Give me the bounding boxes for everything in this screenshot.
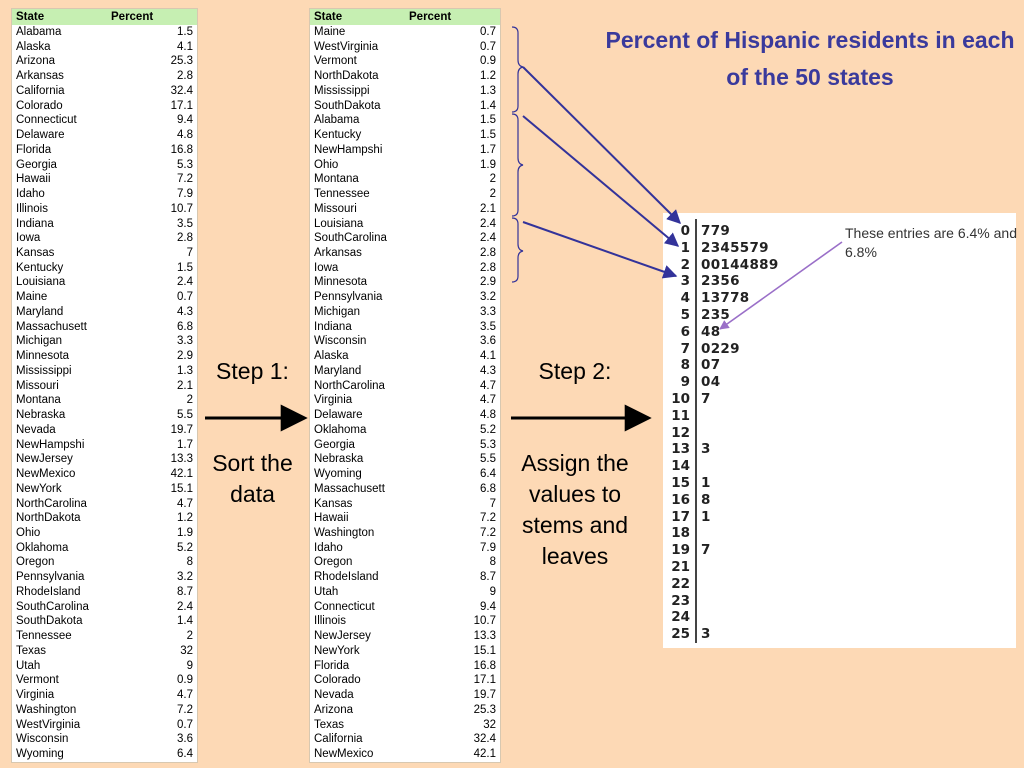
percent-cell: 2.8 bbox=[480, 261, 496, 274]
state-cell: Nebraska bbox=[314, 453, 364, 466]
state-cell: Louisiana bbox=[16, 276, 66, 289]
percent-cell: 1.9 bbox=[480, 158, 496, 171]
stem-value: 18 bbox=[671, 525, 690, 542]
state-cell: NewHampshi bbox=[314, 143, 383, 156]
percent-cell: 32.4 bbox=[473, 733, 496, 746]
percent-cell: 7.2 bbox=[177, 703, 193, 716]
step2-description: Assign the values to stems and leaves bbox=[521, 450, 629, 569]
state-cell: Vermont bbox=[16, 674, 59, 687]
state-cell: Virginia bbox=[314, 394, 353, 407]
percent-cell: 7.2 bbox=[480, 526, 496, 539]
state-cell: Indiana bbox=[16, 217, 54, 230]
state-cell: California bbox=[314, 733, 363, 746]
state-cell: Alabama bbox=[16, 26, 62, 38]
percent-cell: 4.7 bbox=[177, 497, 193, 510]
state-cell: Wyoming bbox=[16, 747, 64, 760]
percent-cell: 1.9 bbox=[177, 526, 193, 539]
percent-cell: 17.1 bbox=[473, 674, 496, 687]
arrow-to-stem-2 bbox=[523, 222, 676, 276]
stem-value: 3 bbox=[680, 273, 690, 290]
percent-cell: 0.7 bbox=[480, 40, 496, 53]
state-cell: Mississippi bbox=[314, 84, 370, 97]
state-cell: RhodeIsland bbox=[314, 571, 379, 584]
percent-cell: 9.4 bbox=[480, 600, 496, 613]
state-cell: Oklahoma bbox=[314, 423, 367, 436]
leaf-values: 3 bbox=[701, 626, 711, 643]
percent-cell: 4.3 bbox=[480, 364, 496, 377]
percent-cell: 2 bbox=[489, 188, 496, 201]
brace-stem-1 bbox=[512, 114, 523, 216]
state-cell: NewMexico bbox=[314, 747, 374, 760]
state-cell: Nevada bbox=[16, 423, 56, 436]
state-cell: Washington bbox=[16, 703, 77, 716]
percent-cell: 3.5 bbox=[177, 217, 193, 230]
percent-cell: 15.1 bbox=[170, 482, 193, 495]
state-cell: NewHampshi bbox=[16, 438, 85, 451]
state-cell: Illinois bbox=[16, 202, 48, 215]
percent-cell: 2.8 bbox=[177, 70, 193, 83]
percent-cell: 3.6 bbox=[480, 335, 496, 348]
percent-cell: 0.9 bbox=[177, 674, 193, 687]
state-cell: Indiana bbox=[314, 320, 352, 333]
percent-cell: 32.4 bbox=[170, 84, 193, 97]
state-cell: WestVirginia bbox=[16, 718, 81, 731]
state-cell: Oregon bbox=[314, 556, 353, 569]
percent-cell: 1.2 bbox=[177, 512, 193, 525]
leaf-values: 7 bbox=[701, 391, 711, 407]
state-cell: Oklahoma bbox=[16, 541, 69, 554]
state-cell: Minnesota bbox=[16, 350, 70, 363]
leaf-values: 04 bbox=[701, 374, 721, 391]
percent-cell: 5.5 bbox=[177, 409, 193, 422]
stem-value: 22 bbox=[671, 575, 690, 592]
percent-cell: 2.8 bbox=[177, 232, 193, 245]
percent-cell: 7 bbox=[489, 497, 496, 510]
state-cell: NewMexico bbox=[16, 468, 76, 481]
state-cell: Vermont bbox=[314, 55, 357, 68]
leaf-values: 779 bbox=[701, 223, 731, 239]
percent-cell: 4.8 bbox=[480, 409, 496, 422]
state-cell: Montana bbox=[16, 394, 61, 407]
percent-cell: 1.5 bbox=[480, 129, 496, 142]
percent-cell: 32 bbox=[483, 718, 496, 731]
percent-cell: 10.7 bbox=[170, 202, 193, 215]
percent-cell: 3.2 bbox=[177, 571, 193, 584]
stem-value: 7 bbox=[680, 340, 690, 357]
leaf-values: 2345579 bbox=[701, 239, 769, 256]
percent-cell: 1.3 bbox=[177, 364, 193, 377]
percent-cell: 7.2 bbox=[480, 512, 496, 525]
percent-cell: 1.3 bbox=[480, 84, 496, 97]
leaf-values: 2356 bbox=[701, 273, 740, 290]
leaf-values: 7 bbox=[701, 542, 711, 559]
header-percent: Percent bbox=[409, 10, 452, 23]
percent-cell: 8 bbox=[489, 556, 496, 569]
percent-cell: 5.3 bbox=[177, 158, 193, 171]
percent-cell: 6.8 bbox=[177, 320, 193, 333]
stem-value: 2 bbox=[680, 256, 690, 273]
leaf-values: 3 bbox=[701, 441, 711, 458]
percent-cell: 7.9 bbox=[480, 541, 496, 554]
percent-cell: 8 bbox=[186, 556, 193, 569]
percent-cell: 4.1 bbox=[480, 350, 496, 363]
state-cell: Massachusett bbox=[16, 320, 87, 333]
percent-cell: 2 bbox=[186, 630, 193, 643]
state-cell: Michigan bbox=[314, 305, 361, 318]
state-cell: Maine bbox=[16, 291, 48, 304]
state-cell: Nebraska bbox=[16, 409, 66, 422]
step2-label: Step 2: bbox=[538, 358, 612, 384]
state-cell: SouthCarolina bbox=[314, 232, 387, 245]
state-cell: Hawaii bbox=[314, 512, 349, 525]
state-cell: SouthDakota bbox=[314, 99, 381, 112]
leaf-values: 13778 bbox=[701, 290, 750, 307]
percent-cell: 6.4 bbox=[177, 747, 193, 760]
leaf-values: 235 bbox=[701, 307, 731, 323]
state-cell: Illinois bbox=[314, 615, 346, 628]
state-cell: Texas bbox=[314, 718, 345, 731]
percent-cell: 25.3 bbox=[473, 703, 496, 716]
stem-value: 12 bbox=[671, 424, 690, 441]
percent-cell: 5.2 bbox=[177, 541, 193, 554]
state-cell: RhodeIsland bbox=[16, 585, 81, 598]
percent-cell: 1.5 bbox=[177, 261, 193, 274]
stem-value: 21 bbox=[671, 559, 690, 575]
state-cell: Kentucky bbox=[16, 261, 64, 274]
stem-value: 15 bbox=[671, 475, 690, 491]
percent-cell: 15.1 bbox=[473, 644, 496, 657]
percent-cell: 3.5 bbox=[480, 320, 496, 333]
percent-cell: 8.7 bbox=[480, 571, 496, 584]
percent-cell: 2 bbox=[489, 173, 496, 186]
state-cell: Colorado bbox=[314, 674, 361, 687]
state-cell: Arkansas bbox=[314, 247, 362, 260]
state-cell: Oregon bbox=[16, 556, 55, 569]
state-cell: Ohio bbox=[314, 158, 339, 171]
state-cell: Iowa bbox=[314, 261, 339, 274]
percent-cell: 3.3 bbox=[177, 335, 193, 348]
state-cell: Connecticut bbox=[314, 600, 375, 613]
percent-cell: 7.2 bbox=[177, 173, 193, 186]
state-cell: Kansas bbox=[314, 497, 353, 510]
percent-cell: 13.3 bbox=[170, 453, 193, 466]
percent-cell: 2.1 bbox=[177, 379, 193, 392]
state-cell: Maine bbox=[314, 26, 346, 38]
header-state: State bbox=[16, 10, 45, 23]
percent-cell: 4.7 bbox=[177, 689, 193, 702]
state-cell: NewYork bbox=[314, 644, 360, 657]
stem-value: 5 bbox=[680, 307, 690, 323]
percent-cell: 32 bbox=[180, 644, 193, 657]
percent-cell: 2.8 bbox=[480, 247, 496, 260]
percent-cell: 1.4 bbox=[177, 615, 193, 628]
state-cell: Wyoming bbox=[314, 468, 362, 481]
state-cell: Mississippi bbox=[16, 364, 72, 377]
state-cell: Alaska bbox=[314, 350, 349, 363]
stem-value: 25 bbox=[671, 626, 690, 643]
percent-cell: 4.7 bbox=[480, 394, 496, 407]
percent-cell: 2.1 bbox=[480, 202, 496, 215]
percent-cell: 2.4 bbox=[177, 276, 193, 289]
percent-cell: 1.4 bbox=[480, 99, 496, 112]
percent-cell: 42.1 bbox=[473, 747, 496, 760]
state-cell: Ohio bbox=[16, 526, 41, 539]
header-state: State bbox=[314, 10, 343, 23]
arrow-to-stem-0 bbox=[523, 67, 680, 223]
percent-cell: 5.5 bbox=[480, 453, 496, 466]
state-cell: Utah bbox=[314, 585, 339, 598]
state-cell: Arkansas bbox=[16, 70, 64, 83]
state-cell: NorthDakota bbox=[314, 70, 379, 83]
stem-value: 19 bbox=[671, 542, 690, 559]
state-cell: NewJersey bbox=[16, 453, 73, 466]
state-cell: Nevada bbox=[314, 689, 354, 702]
state-cell: Utah bbox=[16, 659, 41, 672]
percent-cell: 4.7 bbox=[480, 379, 496, 392]
percent-cell: 8.7 bbox=[177, 585, 193, 598]
stem-value: 16 bbox=[671, 491, 690, 508]
state-cell: Alabama bbox=[314, 114, 360, 127]
state-cell: NewYork bbox=[16, 482, 62, 495]
state-cell: Tennessee bbox=[314, 188, 370, 201]
note-arrow bbox=[720, 242, 842, 329]
percent-cell: 7 bbox=[186, 247, 193, 260]
stem-value: 4 bbox=[680, 290, 690, 307]
state-cell: Wisconsin bbox=[314, 335, 367, 348]
stem-value: 23 bbox=[671, 592, 690, 609]
stem-value: 8 bbox=[680, 357, 690, 374]
state-cell: NorthCarolina bbox=[314, 379, 385, 392]
percent-cell: 6.4 bbox=[480, 468, 496, 481]
leaf-values: 48 bbox=[701, 323, 721, 340]
state-cell: Missouri bbox=[314, 202, 357, 215]
leaf-values: 0229 bbox=[701, 340, 740, 357]
state-cell: Arizona bbox=[16, 55, 55, 68]
percent-cell: 2.4 bbox=[177, 600, 193, 613]
state-cell: NewJersey bbox=[314, 630, 371, 643]
percent-cell: 1.2 bbox=[480, 70, 496, 83]
state-cell: Kentucky bbox=[314, 129, 362, 142]
state-cell: WestVirginia bbox=[314, 40, 379, 53]
percent-cell: 9 bbox=[489, 585, 496, 598]
percent-cell: 0.7 bbox=[177, 718, 193, 731]
stem-value: 6 bbox=[680, 323, 690, 340]
percent-cell: 19.7 bbox=[170, 423, 193, 436]
state-cell: Georgia bbox=[16, 158, 57, 171]
annotation-note: These entries are 6.4% and 6.8% bbox=[845, 225, 1017, 260]
state-cell: NorthDakota bbox=[16, 512, 81, 525]
percent-cell: 0.7 bbox=[480, 26, 496, 38]
stem-value: 1 bbox=[680, 239, 690, 256]
state-cell: Florida bbox=[314, 659, 350, 672]
state-cell: Idaho bbox=[314, 541, 343, 554]
state-cell: Florida bbox=[16, 143, 52, 156]
stem-value: 0 bbox=[680, 223, 690, 239]
percent-cell: 7.9 bbox=[177, 188, 193, 201]
stem-value: 24 bbox=[671, 609, 690, 626]
percent-cell: 17.1 bbox=[170, 99, 193, 112]
leaf-values: 8 bbox=[701, 491, 711, 508]
leaf-values: 00144889 bbox=[701, 256, 779, 273]
state-cell: Colorado bbox=[16, 99, 63, 112]
state-cell: Missouri bbox=[16, 379, 59, 392]
state-cell: Idaho bbox=[16, 188, 45, 201]
percent-cell: 13.3 bbox=[473, 630, 496, 643]
arrow-to-stem-1 bbox=[523, 116, 678, 246]
percent-cell: 10.7 bbox=[473, 615, 496, 628]
percent-cell: 25.3 bbox=[170, 55, 193, 68]
percent-cell: 3.3 bbox=[480, 305, 496, 318]
leaf-values: 1 bbox=[701, 508, 711, 525]
state-cell: Texas bbox=[16, 644, 47, 657]
stem-value: 14 bbox=[671, 458, 690, 475]
state-cell: Iowa bbox=[16, 232, 41, 245]
state-cell: Connecticut bbox=[16, 114, 77, 127]
stem-value: 13 bbox=[671, 441, 690, 458]
header-percent: Percent bbox=[111, 10, 154, 23]
state-cell: Kansas bbox=[16, 247, 55, 260]
percent-cell: 2.9 bbox=[480, 276, 496, 289]
state-cell: Pennsylvania bbox=[314, 291, 383, 304]
percent-cell: 1.5 bbox=[480, 114, 496, 127]
state-cell: Delaware bbox=[314, 409, 363, 422]
percent-cell: 2 bbox=[186, 394, 193, 407]
state-cell: Washington bbox=[314, 526, 375, 539]
stem-value: 9 bbox=[680, 374, 690, 391]
percent-cell: 0.9 bbox=[480, 55, 496, 68]
percent-cell: 16.8 bbox=[473, 659, 496, 672]
percent-cell: 1.7 bbox=[177, 438, 193, 451]
state-cell: NorthCarolina bbox=[16, 497, 87, 510]
stem-value: 17 bbox=[671, 508, 690, 525]
percent-cell: 1.5 bbox=[177, 26, 193, 38]
percent-cell: 2.9 bbox=[177, 350, 193, 363]
state-cell: Hawaii bbox=[16, 173, 51, 186]
percent-cell: 9.4 bbox=[177, 114, 193, 127]
state-cell: Georgia bbox=[314, 438, 355, 451]
percent-cell: 5.2 bbox=[480, 423, 496, 436]
percent-cell: 9 bbox=[186, 659, 193, 672]
state-cell: Maryland bbox=[16, 305, 64, 318]
state-cell: Delaware bbox=[16, 129, 65, 142]
state-cell: Arizona bbox=[314, 703, 353, 716]
leaf-values: 07 bbox=[701, 357, 721, 374]
percent-cell: 19.7 bbox=[473, 689, 496, 702]
percent-cell: 3.2 bbox=[480, 291, 496, 304]
state-cell: Tennessee bbox=[16, 630, 72, 643]
page-title: Percent of Hispanic residents in each of the 50 states bbox=[605, 27, 1015, 90]
state-cell: Pennsylvania bbox=[16, 571, 85, 584]
percent-cell: 2.4 bbox=[480, 217, 496, 230]
state-cell: Michigan bbox=[16, 335, 63, 348]
step1-description: Sort the data bbox=[212, 450, 293, 507]
percent-cell: 4.8 bbox=[177, 129, 193, 142]
state-cell: Maryland bbox=[314, 364, 362, 377]
brace-stem-2 bbox=[512, 218, 523, 282]
stem-value: 10 bbox=[671, 391, 690, 407]
state-cell: California bbox=[16, 84, 65, 97]
brace-stem-0 bbox=[512, 27, 523, 112]
stem-value: 11 bbox=[671, 407, 690, 424]
state-cell: Montana bbox=[314, 173, 359, 186]
percent-cell: 6.8 bbox=[480, 482, 496, 495]
state-cell: SouthCarolina bbox=[16, 600, 89, 613]
state-cell: Wisconsin bbox=[16, 733, 69, 746]
leaf-values: 1 bbox=[701, 475, 711, 491]
percent-cell: 3.6 bbox=[177, 733, 193, 746]
state-cell: SouthDakota bbox=[16, 615, 83, 628]
percent-cell: 0.7 bbox=[177, 291, 193, 304]
percent-cell: 5.3 bbox=[480, 438, 496, 451]
state-cell: Alaska bbox=[16, 40, 51, 53]
percent-cell: 4.1 bbox=[177, 40, 193, 53]
percent-cell: 1.7 bbox=[480, 143, 496, 156]
state-cell: Minnesota bbox=[314, 276, 368, 289]
percent-cell: 16.8 bbox=[170, 143, 193, 156]
state-cell: Virginia bbox=[16, 689, 55, 702]
percent-cell: 4.3 bbox=[177, 305, 193, 318]
step1-label: Step 1: bbox=[216, 358, 289, 384]
percent-cell: 42.1 bbox=[170, 468, 193, 481]
percent-cell: 2.4 bbox=[480, 232, 496, 245]
state-cell: Louisiana bbox=[314, 217, 364, 230]
state-cell: Massachusett bbox=[314, 482, 385, 495]
